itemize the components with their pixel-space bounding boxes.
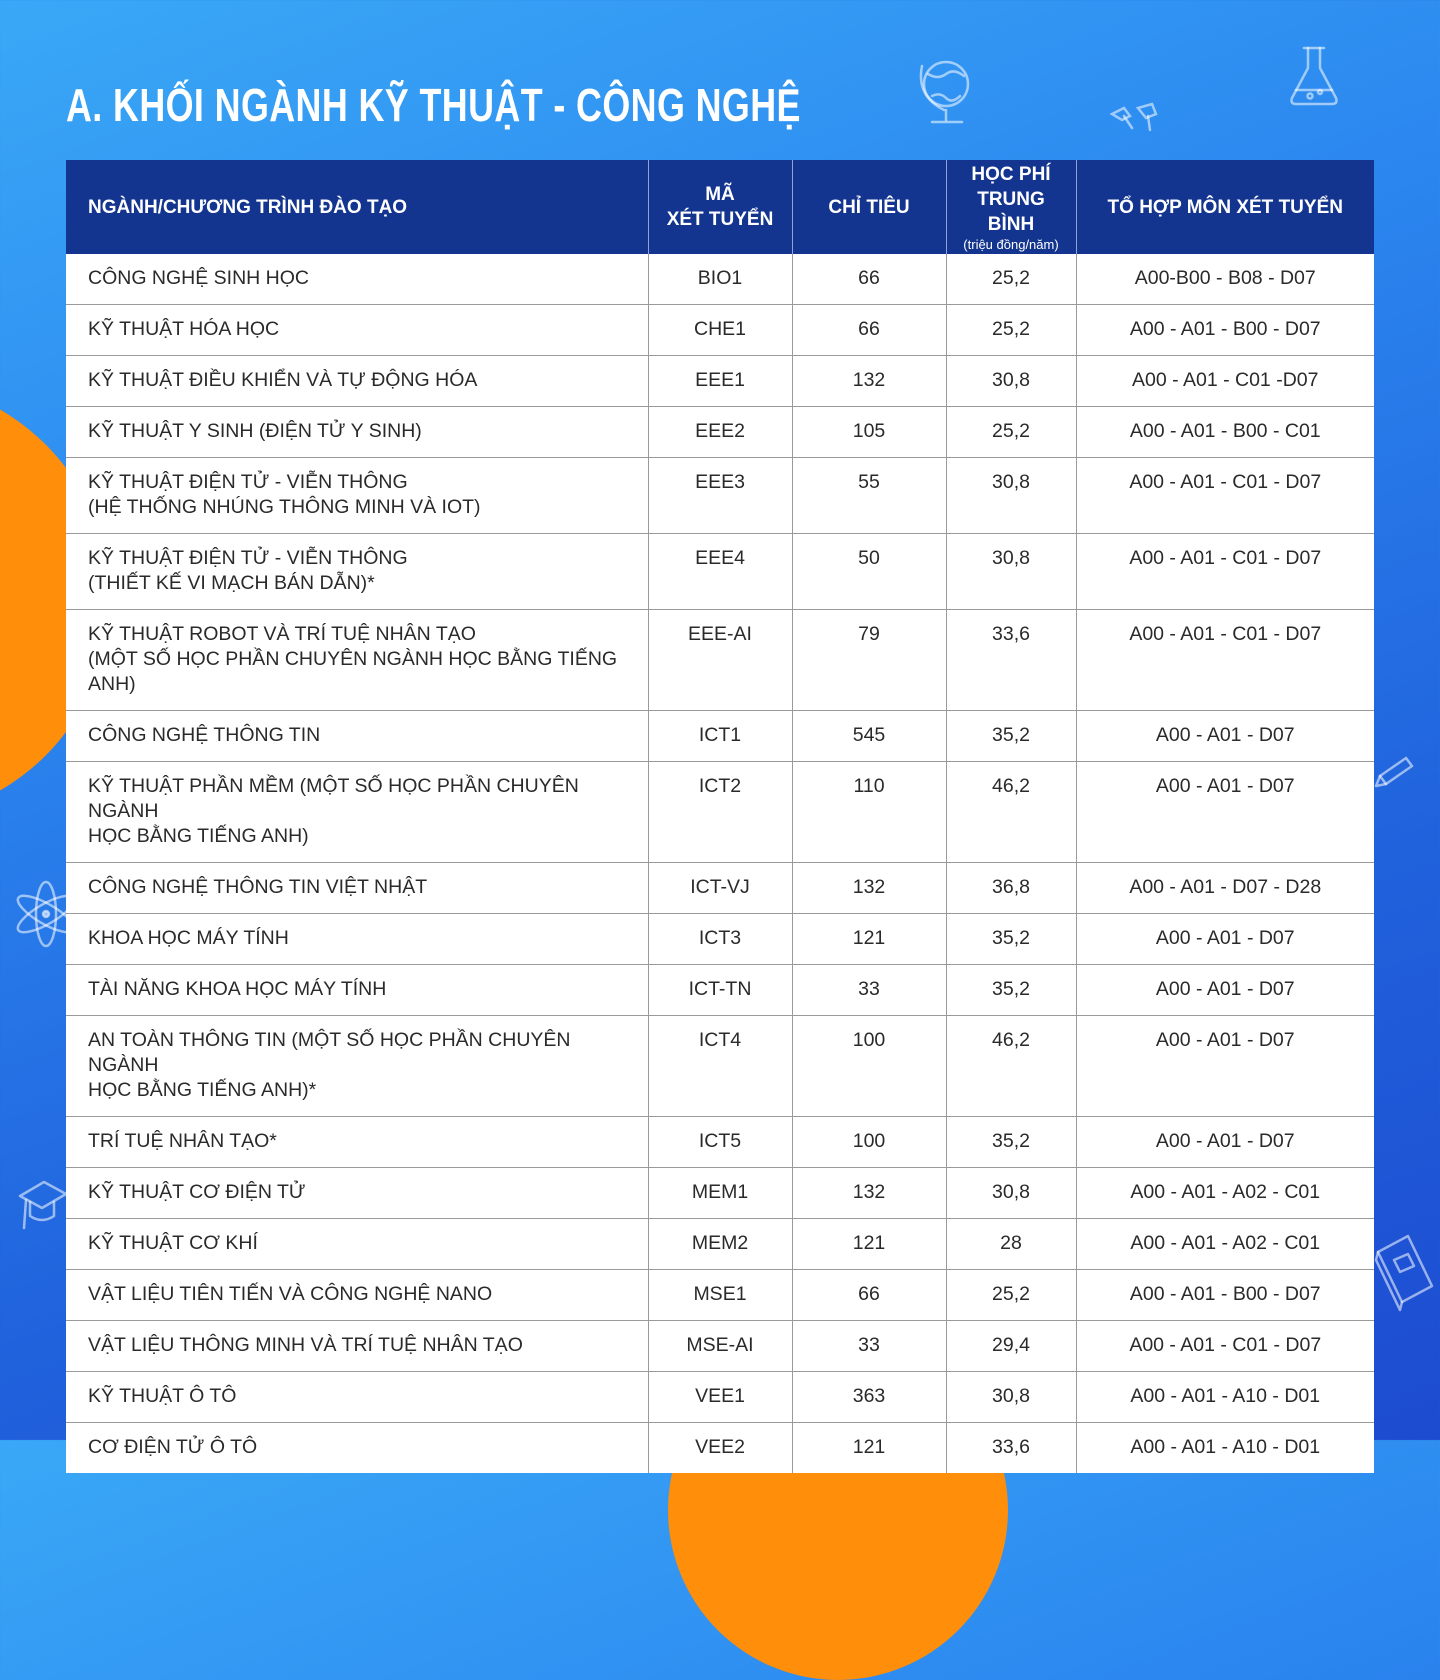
table-row [66, 610, 1374, 711]
cell-program: TRÍ TUỆ NHÂN TẠO* [66, 1117, 648, 1168]
cell-subjects: A00 - A01 - A10 - D01 [1076, 1372, 1374, 1423]
header-code [648, 160, 792, 254]
cell-code: VEE2 [648, 1423, 792, 1474]
cell-code: MEM2 [648, 1219, 792, 1270]
cell-subjects: A00 - A01 - C01 - D07 [1076, 458, 1374, 534]
table-row [66, 1168, 1374, 1219]
cell-quota: 132 [792, 356, 946, 407]
cell-program: KỸ THUẬT ĐIỀU KHIỂN VÀ TỰ ĐỘNG HÓA [66, 356, 648, 407]
cell-quota: 363 [792, 1372, 946, 1423]
cell-quota: 66 [792, 305, 946, 356]
cell-fee: 35,2 [946, 965, 1076, 1016]
cell-fee: 30,8 [946, 356, 1076, 407]
cell-quota: 132 [792, 1168, 946, 1219]
cell-fee: 30,8 [946, 458, 1076, 534]
cell-subjects: A00-B00 - B08 - D07 [1076, 254, 1374, 305]
cell-code: ICT4 [648, 1016, 792, 1117]
cell-fee: 25,2 [946, 407, 1076, 458]
cell-subjects: A00 - A01 - D07 [1076, 762, 1374, 863]
cell-subjects: A00 - A01 - D07 [1076, 965, 1374, 1016]
cell-code: BIO1 [648, 254, 792, 305]
cell-code: EEE-AI [648, 610, 792, 711]
table-row [66, 534, 1374, 610]
cell-code: EEE2 [648, 407, 792, 458]
cell-fee: 33,6 [946, 610, 1076, 711]
cell-code: MSE-AI [648, 1321, 792, 1372]
cell-quota: 121 [792, 914, 946, 965]
cell-subjects: A00 - A01 - A02 - C01 [1076, 1219, 1374, 1270]
cell-subjects: A00 - A01 - D07 [1076, 914, 1374, 965]
table-row [66, 1219, 1374, 1270]
cell-program: KỸ THUẬT Y SINH (ĐIỆN TỬ Y SINH) [66, 407, 648, 458]
cell-fee: 33,6 [946, 1423, 1076, 1474]
cell-quota: 79 [792, 610, 946, 711]
cell-subjects: A00 - A01 - C01 - D07 [1076, 534, 1374, 610]
table-row [66, 1117, 1374, 1168]
cell-fee: 35,2 [946, 1117, 1076, 1168]
table-header-row [66, 160, 1374, 254]
cell-code: EEE3 [648, 458, 792, 534]
header-quota: CHỈ TIÊU [792, 160, 946, 254]
cell-quota: 33 [792, 1321, 946, 1372]
cell-program: CƠ ĐIỆN TỬ Ô TÔ [66, 1423, 648, 1474]
cell-fee: 35,2 [946, 914, 1076, 965]
cell-subjects: A00 - A01 - D07 [1076, 1016, 1374, 1117]
cell-subjects: A00 - A01 - B00 - D07 [1076, 1270, 1374, 1321]
cell-quota: 121 [792, 1423, 946, 1474]
table-row [66, 1270, 1374, 1321]
cell-fee: 35,2 [946, 711, 1076, 762]
cell-subjects: A00 - A01 - C01 - D07 [1076, 1321, 1374, 1372]
cell-fee: 28 [946, 1219, 1076, 1270]
table-row [66, 863, 1374, 914]
table-row [66, 914, 1374, 965]
cell-quota: 545 [792, 711, 946, 762]
cell-quota: 66 [792, 254, 946, 305]
cell-code: VEE1 [648, 1372, 792, 1423]
table-row [66, 762, 1374, 863]
cell-code: ICT-TN [648, 965, 792, 1016]
cell-subjects: A00 - A01 - A10 - D01 [1076, 1423, 1374, 1474]
table-row [66, 711, 1374, 762]
cell-quota: 105 [792, 407, 946, 458]
cell-subjects: A00 - A01 - C01 - D07 [1076, 610, 1374, 711]
table-row [66, 356, 1374, 407]
cell-program: KỸ THUẬT HÓA HỌC [66, 305, 648, 356]
cell-quota: 110 [792, 762, 946, 863]
cell-fee: 30,8 [946, 1168, 1076, 1219]
header-fee-label: HỌC PHÍ TRUNG BÌNH [971, 163, 1051, 235]
pen-icon [1370, 752, 1416, 792]
cell-program: VẬT LIỆU TIÊN TIẾN VÀ CÔNG NGHỆ NANO [66, 1270, 648, 1321]
cell-code: ICT3 [648, 914, 792, 965]
cell-code: CHE1 [648, 305, 792, 356]
cell-quota: 121 [792, 1219, 946, 1270]
cell-subjects: A00 - A01 - D07 - D28 [1076, 863, 1374, 914]
flask-icon [1286, 44, 1342, 110]
cell-code: ICT1 [648, 711, 792, 762]
cell-program: KỸ THUẬT Ô TÔ [66, 1372, 648, 1423]
cell-fee: 30,8 [946, 534, 1076, 610]
cell-quota: 50 [792, 534, 946, 610]
table-row [66, 965, 1374, 1016]
cell-code: EEE1 [648, 356, 792, 407]
cell-program: VẬT LIỆU THÔNG MINH VÀ TRÍ TUỆ NHÂN TẠO [66, 1321, 648, 1372]
cell-quota: 55 [792, 458, 946, 534]
cell-program: CÔNG NGHỆ THÔNG TIN [66, 711, 648, 762]
cell-fee: 46,2 [946, 762, 1076, 863]
cell-quota: 100 [792, 1016, 946, 1117]
cell-subjects: A00 - A01 - B00 - D07 [1076, 305, 1374, 356]
table-body [66, 254, 1374, 1473]
cell-fee: 30,8 [946, 1372, 1076, 1423]
cell-fee: 25,2 [946, 1270, 1076, 1321]
cell-quota: 33 [792, 965, 946, 1016]
table-row [66, 458, 1374, 534]
page-title: A. KHỐI NGÀNH KỸ THUẬT - CÔNG NGHỆ [66, 79, 801, 131]
cell-code: EEE4 [648, 534, 792, 610]
cell-fee: 25,2 [946, 305, 1076, 356]
table-row [66, 1321, 1374, 1372]
cell-program: CÔNG NGHỆ THÔNG TIN VIỆT NHẬT [66, 863, 648, 914]
graduation-cap-icon [18, 1176, 68, 1236]
cell-program: KỸ THUẬT ROBOT VÀ TRÍ TUỆ NHÂN TẠO (MỘT SỐ HỌC PHẦN CHUYÊN NGÀNH HỌC BẰNG TIẾNG ANH) [66, 610, 648, 711]
cell-subjects: A00 - A01 - B00 - C01 [1076, 407, 1374, 458]
cell-program: TÀI NĂNG KHOA HỌC MÁY TÍNH [66, 965, 648, 1016]
cell-quota: 66 [792, 1270, 946, 1321]
table-row [66, 1016, 1374, 1117]
header-subjects: TỔ HỢP MÔN XÉT TUYỂN [1076, 160, 1374, 254]
cell-program: KỸ THUẬT ĐIỆN TỬ - VIỄN THÔNG (THIẾT KẾ VI MẠCH BÁN DẪN)* [66, 534, 648, 610]
cell-code: MEM1 [648, 1168, 792, 1219]
header-program: NGÀNH/CHƯƠNG TRÌNH ĐÀO TẠO [66, 160, 648, 254]
admission-table [66, 160, 1374, 1473]
cell-fee: 29,4 [946, 1321, 1076, 1372]
cell-code: ICT-VJ [648, 863, 792, 914]
table-row [66, 305, 1374, 356]
cell-code: ICT2 [648, 762, 792, 863]
cell-program: KỸ THUẬT ĐIỆN TỬ - VIỄN THÔNG (HỆ THỐNG NHÚNG THÔNG MINH VÀ IOT) [66, 458, 648, 534]
cell-subjects: A00 - A01 - A02 - C01 [1076, 1168, 1374, 1219]
header-fee [946, 160, 1076, 254]
table-row [66, 407, 1374, 458]
header-code-label: MÃ XÉT TUYỂN [666, 184, 774, 230]
header-fee-unit: (triệu đồng/năm) [963, 236, 1059, 252]
table-row [66, 1423, 1374, 1474]
pushpin-icon [1108, 100, 1164, 134]
cell-fee: 36,8 [946, 863, 1076, 914]
table-row [66, 254, 1374, 305]
cell-program: KỸ THUẬT CƠ KHÍ [66, 1219, 648, 1270]
cell-subjects: A00 - A01 - D07 [1076, 711, 1374, 762]
cell-subjects: A00 - A01 - D07 [1076, 1117, 1374, 1168]
cell-code: ICT5 [648, 1117, 792, 1168]
cell-code: MSE1 [648, 1270, 792, 1321]
cell-program: AN TOÀN THÔNG TIN (MỘT SỐ HỌC PHẦN CHUYÊN NGÀNH HỌC BẰNG TIẾNG ANH)* [66, 1016, 648, 1117]
cell-program: KỸ THUẬT PHẦN MỀM (MỘT SỐ HỌC PHẦN CHUYÊN NGÀNH HỌC BẰNG TIẾNG ANH) [66, 762, 648, 863]
cell-fee: 46,2 [946, 1016, 1076, 1117]
cell-program: KHOA HỌC MÁY TÍNH [66, 914, 648, 965]
cell-quota: 100 [792, 1117, 946, 1168]
cell-quota: 132 [792, 863, 946, 914]
table-row [66, 1372, 1374, 1423]
cell-fee: 25,2 [946, 254, 1076, 305]
cell-program: CÔNG NGHỆ SINH HỌC [88, 267, 310, 289]
globe-icon [912, 52, 982, 130]
book-icon [1370, 1230, 1434, 1320]
cell-program: KỸ THUẬT CƠ ĐIỆN TỬ [66, 1168, 648, 1219]
cell-subjects: A00 - A01 - C01 -D07 [1076, 356, 1374, 407]
